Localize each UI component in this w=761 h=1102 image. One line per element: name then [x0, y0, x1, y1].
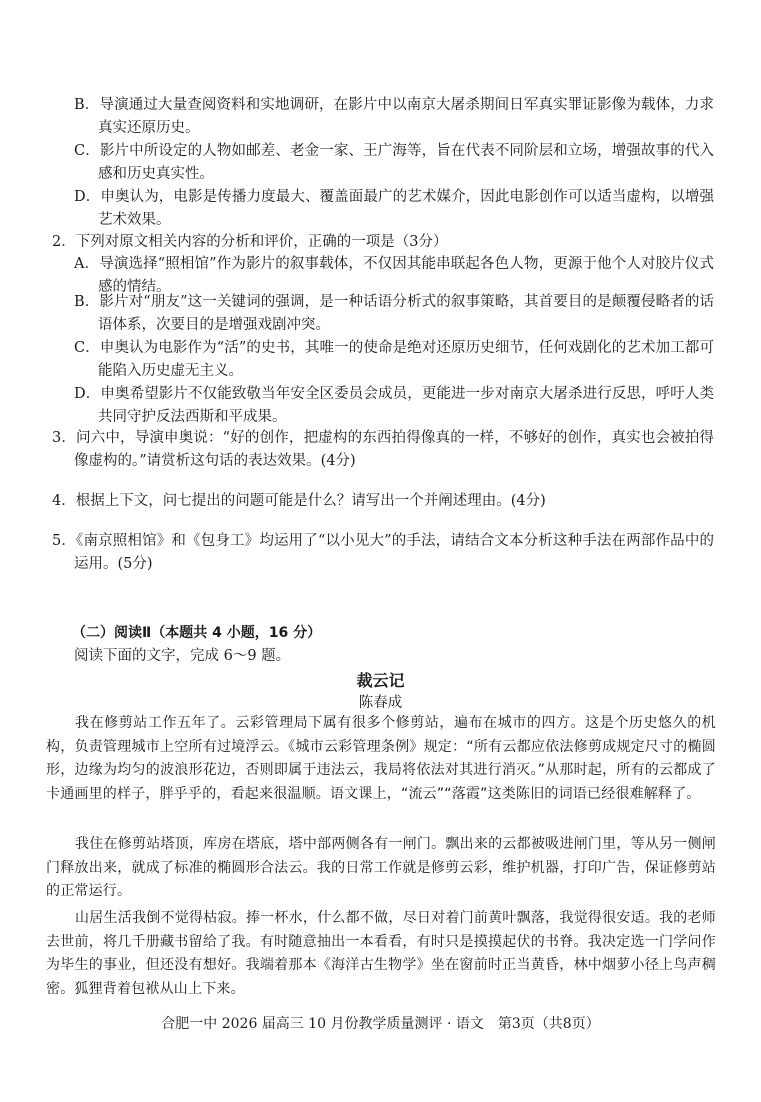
q2-option-b: B．影片对“朋友”这一关键词的强调，是一种话语分析式的叙事策略，其首要目的是颠覆侵略者的话语体系，次要目的是增强戏剧冲突。	[74, 294, 714, 333]
q1-option-d: D．申奥认为，电影是传播力度最大、覆盖面最广的艺术媒介，因此电影创作可以适当虚构，以增强艺术效果。	[74, 189, 714, 228]
q1-option-b: B．导演通过大量查阅资料和实地调研，在影片中以南京大屠杀期间日军真实罪证影像为载体，力求真实还原历史。	[74, 97, 714, 136]
q5-text: 5．《南京照相馆》和《包身工》均运用了“以小见大”的手法，请结合文本分析这种手法在两部作品中的运用。(5分)	[52, 533, 714, 572]
page-footer: 合肥一中 2026 届高三 10 月份教学质量测评 · 语文 第3页（共8页）	[161, 1016, 600, 1032]
section-instruction: 阅读下面的文字，完成 6～9 题。	[74, 648, 291, 664]
article-title: 裁云记	[356, 671, 405, 690]
q2-option-d: D．申奥希望影片不仅能致敬当年安全区委员会成员，更能进一步对南京大屠杀进行反思，呼吁人类共同守护反法西斯和平成果。	[74, 386, 714, 425]
q2-option-a: A．导演选择“照相馆”作为影片的叙事载体，不仅因其能串联起各色人物，更源于他个人对胶片仪式感的情结。	[74, 256, 714, 295]
article-paragraph-3: 山居生活我倒不觉得枯寂。捧一杯水，什么都不做，尽日对着门前黄叶飘落，我觉得很安适。我的老师去世前，将几千册藏书留给了我。有时随意抽出一本看看，有时只是摸摸起伏的书脊。我决定选一门学问作为毕生的事业，但还没有想好。我端着那本《海洋古生物学》坐在窗前时正当黄昏，林中烟萝小径上鸟声稠密。狐狸背着包袱从山上下来。	[46, 910, 716, 997]
article-paragraph-2: 我住在修剪站塔顶，库房在塔底，塔中部两侧各有一闸门。飘出来的云都被吸进闸门里，等从另一侧闸门释放出来，就成了标准的椭圆形合法云。我的日常工作就是修剪云彩，维护机器，打印广告，保证修剪站的正常运行。	[46, 836, 716, 899]
q1-option-c: C．影片中所设定的人物如邮差、老金一家、王广海等，旨在代表不同阶层和立场，增强故事的代入感和历史真实性。	[74, 143, 714, 182]
q2-option-c: C．申奥认为电影作为“活”的史书，其唯一的使命是绝对还原历史细节，任何戏剧化的艺术加工都可能陷入历史虚无主义。	[74, 340, 714, 379]
q3-text: 3．问六中，导演申奥说：“好的创作，把虚构的东西拍得像真的一样，不够好的创作，真实也会被拍得像虚构的。”请赏析这句话的表达效果。(4分)	[52, 430, 714, 469]
q2-stem: 2．下列对原文相关内容的分析和评价，正确的一项是（3分）	[52, 234, 448, 250]
section-heading: （二）阅读Ⅱ（本题共 4 小题，16 分）	[72, 625, 322, 641]
article-paragraph-1: 我在修剪站工作五年了。云彩管理局下属有很多个修剪站，遍布在城市的四方。这是个历史悠久的机构，负责管理城市上空所有过境浮云。《城市云彩管理条例》规定：“所有云都应依法修剪成规定尺寸的椭圆形，边缘为均匀的波浪形花边，否则即属于违法云，我局将依法对其进行消灭。”从那时起，所有的云都成了卡通画里的样子，胖乎乎的，看起来很温顺。语文课上，“流云”“落霞”这类陈旧的词语已经很难解释了。	[46, 715, 716, 802]
q4-text: 4．根据上下文，问七提出的问题可能是什么？请写出一个并阐述理由。(4分)	[52, 493, 546, 509]
article-author: 陈春成	[358, 695, 403, 711]
